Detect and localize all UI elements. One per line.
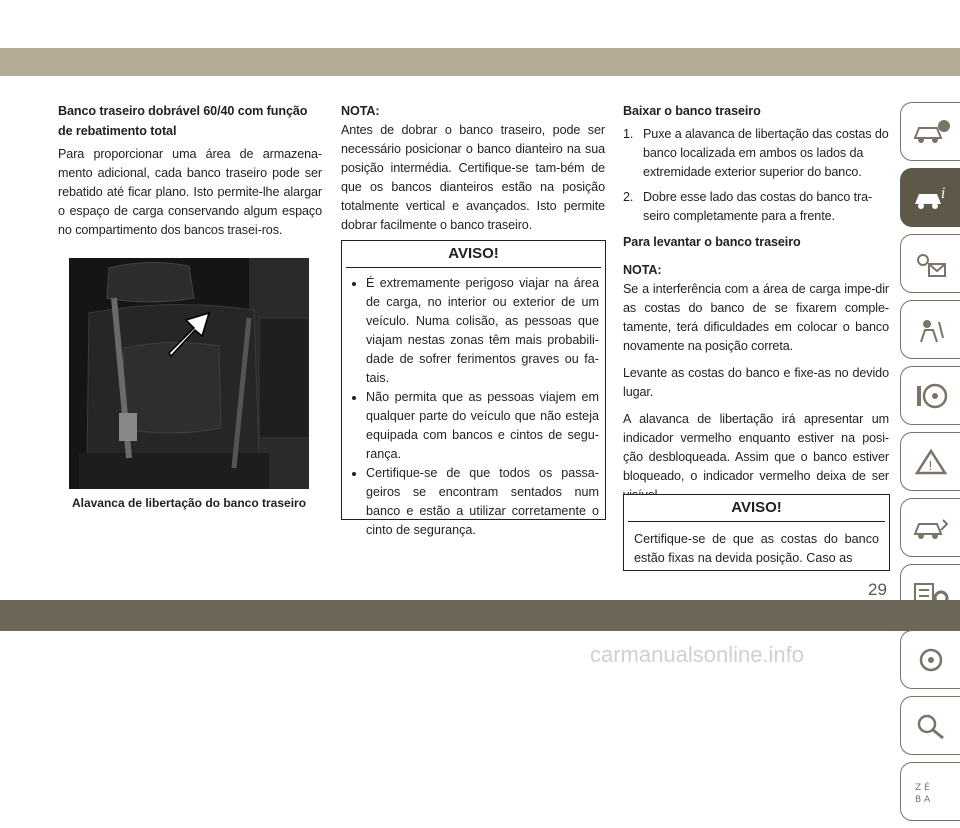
rear-seat-image — [69, 258, 309, 489]
warning-box-1 — [341, 240, 606, 537]
raise-seat-heading: Para levantar o banco traseiro — [623, 235, 801, 249]
svg-text:i: i — [940, 185, 945, 202]
figure-caption: Alavanca de libertação do banco traseiro — [71, 496, 307, 510]
tab-language[interactable] — [900, 762, 960, 821]
warning-lights-icon — [911, 250, 951, 278]
roadside-warning-icon — [911, 448, 951, 476]
svg-text:B A: B A — [914, 794, 930, 805]
raise-paragraph-2: A alavanca de libertação irá apresentar um indicador vermelho enquanto estiver na posi-ção desbloqueada. Assim que o banco estiver bloqueado, o indicador vermelho deixa de ser — [623, 412, 889, 483]
warning-item: • Certifique-se de que todos os passa-geiros se encontram sentados num banco e estão a utilizar corretamente o cinto de segurança. — [366, 464, 599, 540]
car-info-icon — [911, 118, 951, 146]
car-active-info-icon — [911, 184, 951, 212]
language-icon — [911, 778, 951, 806]
tab-airbag-safety[interactable] — [900, 300, 960, 359]
note-label-2: NOTA: — [623, 263, 662, 277]
warning-title-1: AVISO! — [346, 241, 601, 268]
section-heading: Banco traseiro dobrável 60/40 com função de rebatimento total — [58, 104, 308, 138]
raise-paragraph-1: Levante as costas do banco e fixe-as no devido lugar. — [623, 366, 889, 399]
warning-list — [342, 274, 605, 540]
warning-item: • Não permita que as pessoas viajem em qualquer parte do veículo que não esteja equipada com bancos e cintos de segu-rança. — [366, 388, 599, 464]
note-text-2: Se a interferência com a área de carga impe-dir as costas do banco de se fixarem comple-tamente, terá dificuldades em colocar o banco novamente na posição correta. — [623, 282, 889, 353]
lower-seat-heading: Baixar o banco traseiro — [623, 104, 761, 118]
chapter-tabs — [900, 102, 960, 828]
svg-text:!: ! — [927, 458, 933, 473]
seat-photo — [69, 258, 309, 489]
tab-steering[interactable] — [900, 366, 960, 425]
warning-title-2: AVISO! — [628, 495, 885, 522]
note-text: Antes de dobrar o banco traseiro, pode ser necessário posicionar o banco dianteiro na sua posição intermédia. Certifique-se tam-bém de que os bancos dianteiros estão na posição totalmente vertical e avançados. Isto permite dobrar facilmente o banco traseiro. — [341, 123, 605, 232]
tab-warning-lights[interactable] — [900, 234, 960, 293]
search-icon — [911, 712, 951, 740]
page-number: 29 — [868, 580, 887, 599]
top-band — [0, 48, 960, 76]
tab-search[interactable] — [900, 696, 960, 755]
step-item: 2. Dobre esse lado das costas do banco tra-seiro completamente para a frente. — [623, 190, 873, 223]
tab-roadside[interactable] — [900, 432, 960, 491]
car-service-icon — [911, 514, 951, 542]
step-item: 1. Puxe a alavanca de libertação das costas do banco localizada em ambos os lados da extremidade exterior superior do banco. — [623, 127, 889, 179]
note-label: NOTA: — [341, 104, 380, 118]
watermark: carmanualsonline.info — [590, 642, 805, 667]
tab-car-service[interactable] — [900, 498, 960, 557]
svg-text:Z É: Z É — [914, 782, 930, 793]
bottom-band — [0, 600, 960, 631]
warning-box-2 — [623, 494, 890, 571]
multimedia-icon — [911, 646, 951, 674]
column-middle — [341, 101, 605, 243]
tab-car-active[interactable] — [900, 168, 960, 227]
tab-car-info[interactable] — [900, 102, 960, 161]
warning-text-2: Certifique-se de que as costas do banco estão fixas na devida posição. Caso as — [634, 532, 879, 565]
tab-multimedia[interactable] — [900, 630, 960, 689]
warning-item: • É extremamente perigoso viajar na área de carga, no interior ou exterior de um veículo. Numa colisão, as pessoas que viajam nestas zonas têm mais probabili-dade de sofrer ferimentos graves ou fa-tais. — [366, 274, 599, 388]
lower-steps — [623, 125, 889, 226]
intro-paragraph: Para proporcionar uma área de armazena-mento adicional, cada banco traseiro pode ser rebatido até ficar plano. Isto permite-lhe alargar o espaço de carga conservando algum espaço no compartimento dos bancos trasei-ros. — [58, 147, 322, 237]
steering-wheel-icon — [911, 382, 951, 410]
column-left — [58, 101, 322, 248]
airbag-safety-icon — [911, 316, 951, 344]
column-right — [623, 101, 889, 513]
